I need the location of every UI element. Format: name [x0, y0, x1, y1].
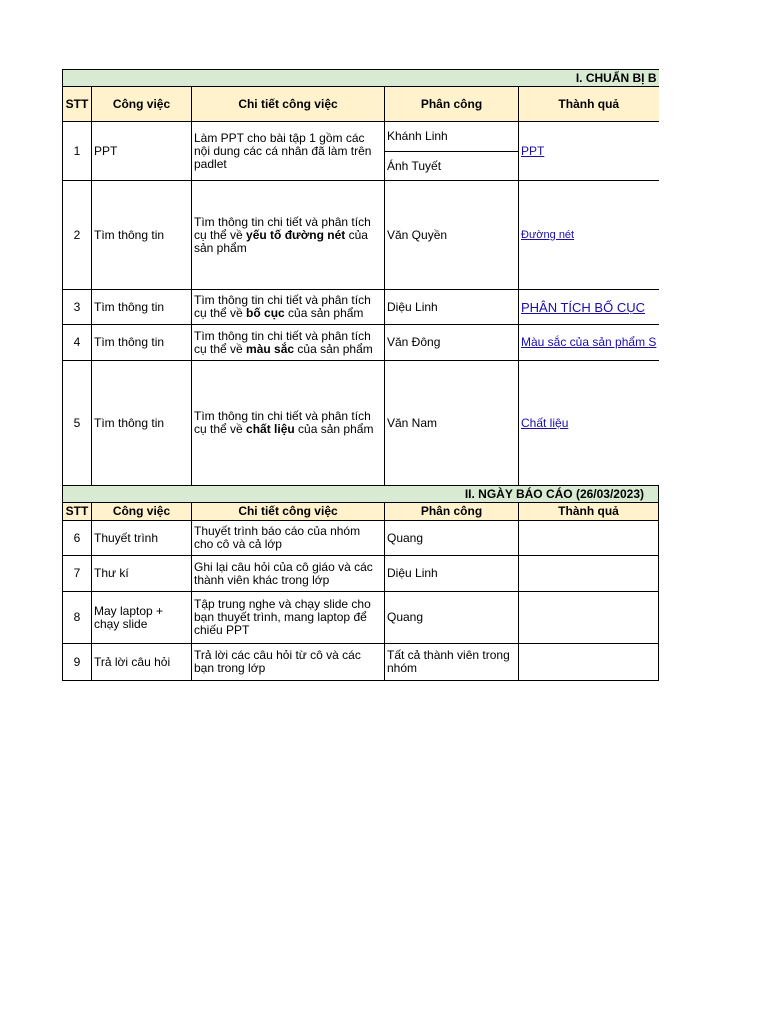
row-assignee: Quang: [385, 592, 519, 644]
section-2-title: II. NGÀY BÁO CÁO (26/03/2023): [63, 486, 659, 503]
row-task: Thư kí: [92, 556, 192, 592]
table-row: [63, 290, 659, 325]
row-assignee: Tất cả thành viên trong nhóm: [385, 644, 519, 681]
row-result-cell: [519, 290, 659, 325]
header-assignee: Phân công: [385, 503, 519, 521]
row-task: Tìm thông tin: [92, 361, 192, 486]
section-1-header-row: [63, 87, 659, 122]
header-stt: STT: [63, 503, 92, 521]
table-row: [63, 361, 659, 486]
row-stt: 9: [63, 644, 92, 681]
row-assignee: Khánh Linh: [385, 122, 519, 152]
row-task: Tìm thông tin: [92, 290, 192, 325]
row-stt: 5: [63, 361, 92, 486]
row-result-cell: [519, 556, 659, 592]
row-task: PPT: [92, 122, 192, 181]
row-stt: 7: [63, 556, 92, 592]
row-task: Thuyết trình: [92, 521, 192, 556]
row-detail: Thuyết trình báo cáo của nhóm cho cô và cả lớp: [192, 521, 385, 556]
row-assignee: Văn Nam: [385, 361, 519, 486]
header-result: Thành quả: [519, 87, 659, 122]
row-detail: Làm PPT cho bài tập 1 gồm các nội dung các cá nhân đã làm trên padlet: [192, 122, 385, 181]
row-stt: 8: [63, 592, 92, 644]
header-task: Công việc: [92, 503, 192, 521]
spreadsheet: [62, 69, 658, 681]
header-result: Thành quả: [519, 503, 659, 521]
section-2-band: [63, 486, 659, 503]
row-stt: 2: [63, 181, 92, 290]
header-task: Công việc: [92, 87, 192, 122]
row-stt: 3: [63, 290, 92, 325]
row-task: Tìm thông tin: [92, 181, 192, 290]
table-row: [63, 325, 659, 361]
header-stt: STT: [63, 87, 92, 122]
result-link[interactable]: Chất liệu: [521, 415, 569, 430]
table-row: [63, 181, 659, 290]
row-detail: Tìm thông tin chi tiết và phân tích cụ thể về màu sắc của sản phẩm: [192, 325, 385, 361]
row-assignee: Văn Quyền: [385, 181, 519, 290]
row-detail: Tập trung nghe và chạy slide cho bạn thuyết trình, mang laptop để chiếu PPT: [192, 592, 385, 644]
result-link[interactable]: PHÂN TÍCH BỐ CỤC: [521, 299, 645, 315]
table-row: [63, 521, 659, 556]
row-assignee: Diệu Linh: [385, 556, 519, 592]
row-result-cell: [519, 181, 659, 290]
row-detail: Trả lời các câu hỏi từ cô và các bạn trong lớp: [192, 644, 385, 681]
row-stt: 6: [63, 521, 92, 556]
row-task: Tìm thông tin: [92, 325, 192, 361]
result-link[interactable]: Màu sắc của sản phẩm S: [521, 335, 657, 349]
table-row: [63, 556, 659, 592]
header-detail: Chi tiết công việc: [192, 87, 385, 122]
row-result-cell: [519, 592, 659, 644]
row-result-cell: [519, 361, 659, 486]
header-detail: Chi tiết công việc: [192, 503, 385, 521]
result-link[interactable]: PPT: [521, 143, 545, 158]
row-assignee: Văn Đông: [385, 325, 519, 361]
row-stt: 1: [63, 122, 92, 181]
section-2-header-row: [63, 503, 659, 521]
task-table: [62, 69, 659, 681]
table-row: [63, 644, 659, 681]
row-assignee: Ánh Tuyết: [385, 152, 519, 181]
row-detail: Ghi lại câu hỏi của cô giáo và các thành viên khác trong lớp: [192, 556, 385, 592]
row-detail: Tìm thông tin chi tiết và phân tích cụ thể về bố cục của sản phẩm: [192, 290, 385, 325]
row-stt: 4: [63, 325, 92, 361]
row-detail: Tìm thông tin chi tiết và phân tích cụ thể về yếu tố đường nét của sản phẩm: [192, 181, 385, 290]
row-result-cell: [519, 122, 659, 181]
table-row: [63, 592, 659, 644]
row-result-cell: [519, 521, 659, 556]
header-assignee: Phân công: [385, 87, 519, 122]
section-1-title: I. CHUẨN BỊ B: [63, 70, 659, 87]
row-assignee: Quang: [385, 521, 519, 556]
row-result-cell: [519, 644, 659, 681]
row-task: May laptop + chạy slide: [92, 592, 192, 644]
result-link[interactable]: Đường nét: [521, 228, 575, 241]
section-1-band: [63, 70, 659, 87]
row-detail: Tìm thông tin chi tiết và phân tích cụ thể về chất liệu của sản phẩm: [192, 361, 385, 486]
row-task: Trả lời câu hỏi: [92, 644, 192, 681]
row-assignee: Diệu Linh: [385, 290, 519, 325]
row-result-cell: [519, 325, 659, 361]
table-row: [63, 122, 659, 152]
